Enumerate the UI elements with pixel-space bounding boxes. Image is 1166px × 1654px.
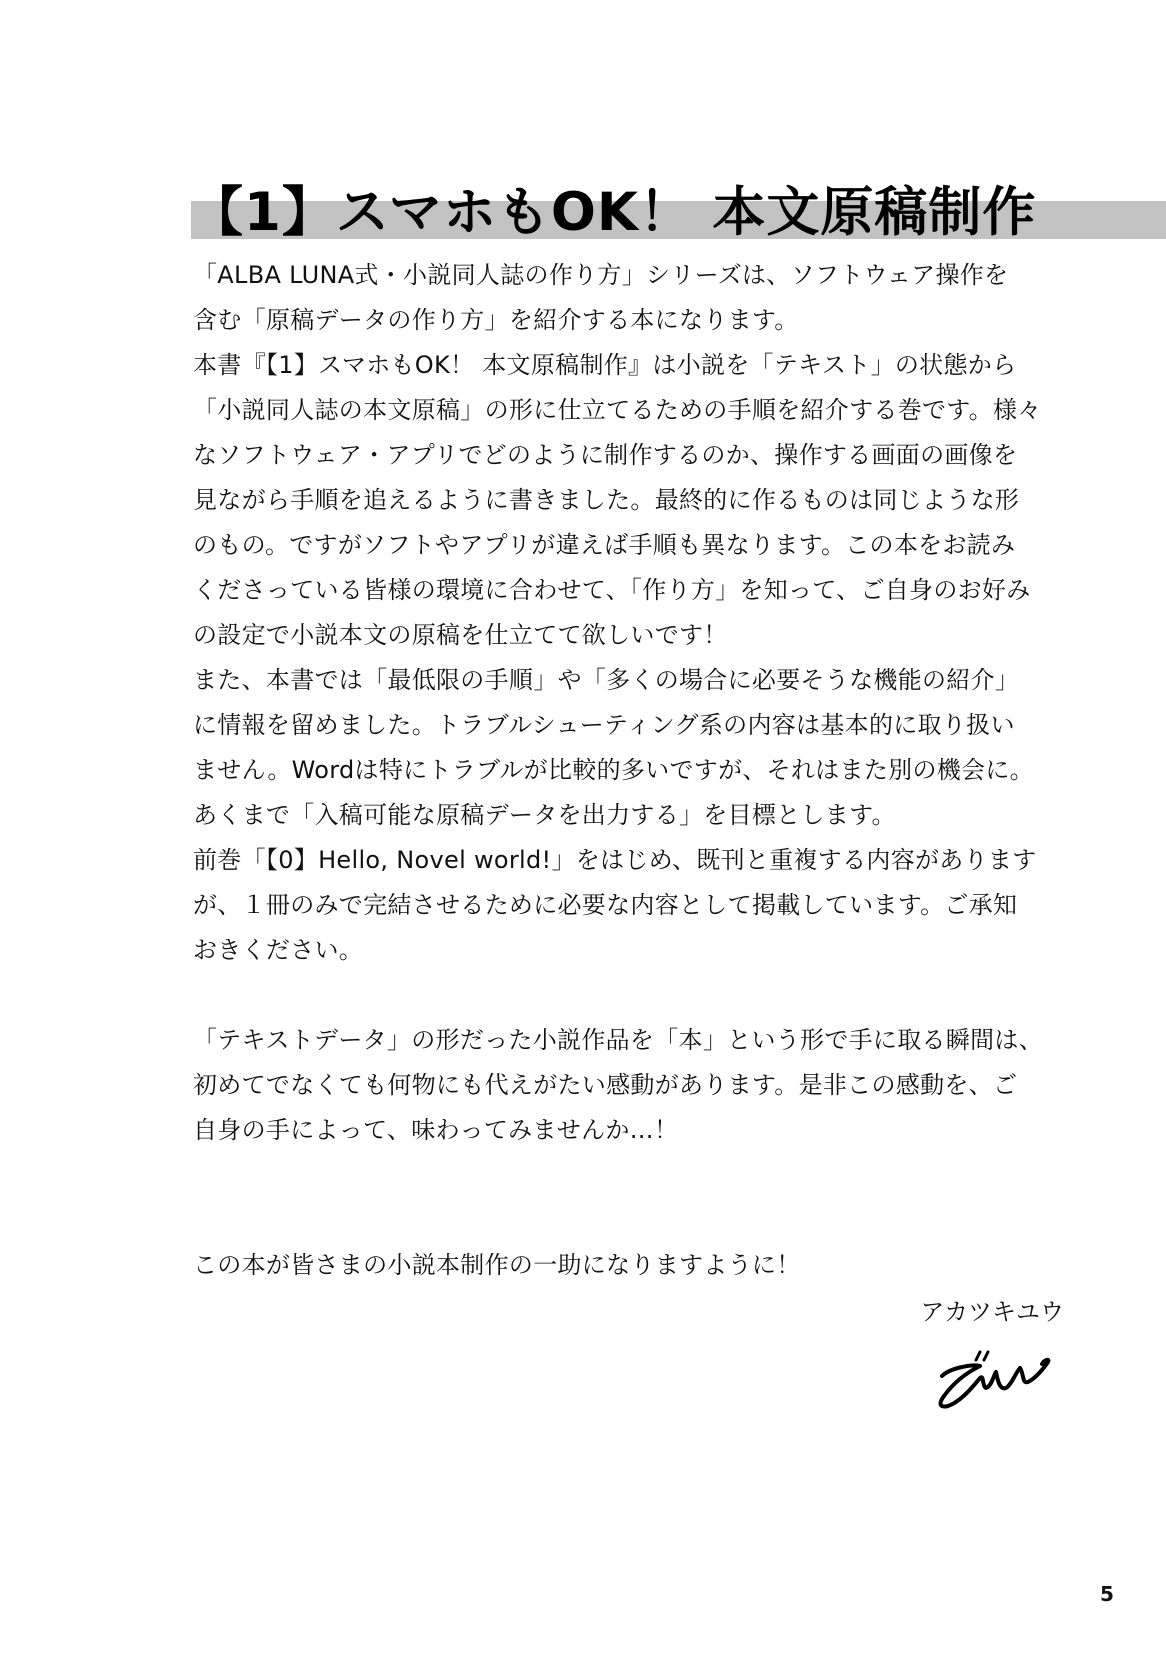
paragraph-line: 自身の手によって、味わってみませんか…！ bbox=[193, 1116, 679, 1144]
paragraph-line: おきください。 bbox=[193, 936, 364, 964]
paragraph-line: 「テキストデータ」の形だった小説作品を「本」という形で手に取る瞬間は、 bbox=[193, 1026, 1044, 1054]
paragraph-line: の設定で小説本文の原稿を仕立てて欲しいです！ bbox=[193, 621, 728, 649]
paragraph-line: ません。Wordは特にトラブルが比較的多いですが、それはまた別の機会に。 bbox=[193, 756, 1034, 784]
page-title: 【1】スマホもOK！ 本文原稿制作 bbox=[190, 182, 1037, 243]
paragraph-line: のもの。ですがソフトやアプリが違えば手順も異なります。この本をお読み bbox=[193, 531, 1016, 559]
body-text bbox=[193, 253, 1093, 1288]
paragraph-line: 「ALBA LUNA式・小説同人誌の作り方」シリーズは、ソフトウェア操作を bbox=[193, 261, 1009, 289]
author-name: アカツキユウ bbox=[920, 1298, 1064, 1326]
paragraph-line: また、本書では「最低限の手順」や「多くの場合に必要そうな機能の紹介」 bbox=[193, 666, 1020, 694]
paragraph-line: 見ながら手順を追えるように書きました。最終的に作るものは同じような形 bbox=[193, 486, 1020, 514]
paragraph-line: 前巻「【0】Hello, Novel world!」をはじめ、既刊と重複する内容があります bbox=[193, 846, 1037, 874]
paragraph-line: 初めてでなくても何物にも代えがたい感動があります。是非この感動を、ご bbox=[193, 1071, 1018, 1099]
paragraph-line: 「小説同人誌の本文原稿」の形に仕立てるための手順を紹介する巻です。様々 bbox=[193, 396, 1042, 424]
closing-line: この本が皆さまの小説本制作の一助になりますように！ bbox=[193, 1251, 801, 1279]
paragraph-line: くださっている皆様の環境に合わせて、「作り方」を知って、ご自身のお好み bbox=[193, 576, 1031, 604]
page-number: 5 bbox=[1100, 1582, 1114, 1606]
paragraph-line: あくまで「入稿可能な原稿データを出力する」を目標とします。 bbox=[193, 801, 896, 829]
paragraph-line: に情報を留めました。トラブルシューティング系の内容は基本的に取り扱い bbox=[193, 711, 1015, 739]
paragraph-line: なソフトウェア・アプリでどのように制作するのか、操作する画面の画像を bbox=[193, 441, 1018, 469]
signature-image bbox=[920, 1338, 1060, 1418]
paragraph-line: 含む「原稿データの作り方」を紹介する本になります。 bbox=[193, 306, 799, 334]
paragraph-line: 本書『【1】スマホもOK！ 本文原稿制作』は小説を「テキスト」の状態から bbox=[193, 351, 1017, 379]
paragraph-line: が、１冊のみで完結させるために必要な内容として掲載しています。ご承知 bbox=[193, 891, 1018, 919]
